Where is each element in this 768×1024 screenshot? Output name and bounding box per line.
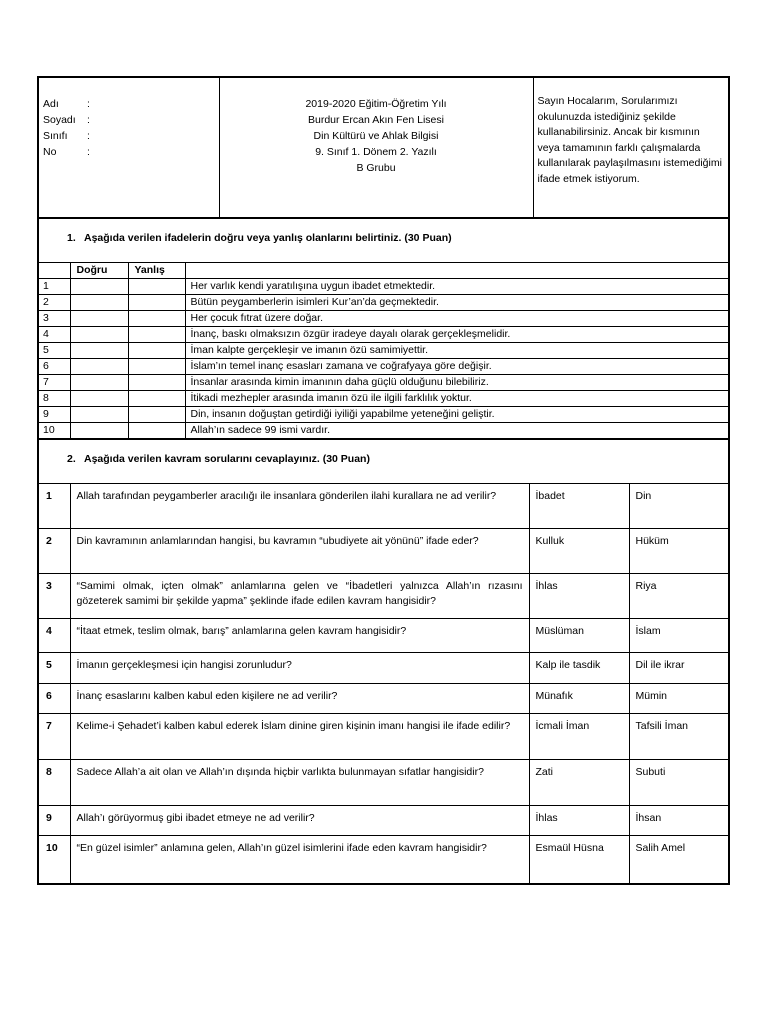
option-b[interactable]: Tafsili İman (629, 714, 728, 760)
tf-header-false: Yanlış (128, 263, 185, 279)
question-text: İnanç esaslarını kalben kabul eden kişilere ne ad verilir? (70, 684, 529, 714)
class-field[interactable] (43, 128, 215, 144)
false-answer-cell[interactable] (128, 327, 185, 343)
number-field[interactable] (43, 144, 215, 160)
exam-term: 9. Sınıf 1. Dönem 2. Yazılı (315, 146, 437, 158)
statement: İtikadi mezhepler arasında imanın özü ile ilgili farklılık yoktur. (185, 391, 728, 407)
true-answer-cell[interactable] (70, 391, 128, 407)
option-a[interactable]: Zati (529, 760, 629, 806)
name-label: Adı (43, 98, 59, 110)
row-number: 5 (39, 343, 70, 359)
true-answer-cell[interactable] (70, 423, 128, 439)
tf-header-true: Doğru (70, 263, 128, 279)
option-a[interactable]: Kulluk (529, 529, 629, 574)
option-a[interactable]: İhlas (529, 806, 629, 836)
question-text: Kelime-i Şehadet’i kalben kabul ederek İslam dinine giren kişinin imanı hangisi ile ifade edilir? (70, 714, 529, 760)
option-a[interactable]: Münafık (529, 684, 629, 714)
option-a[interactable]: Esmaül Hüsna (529, 836, 629, 883)
option-b[interactable]: İslam (629, 619, 728, 653)
tf-header-statement (185, 263, 728, 279)
tf-header-row (39, 263, 728, 279)
table-row (39, 423, 728, 439)
question-number: 1 (39, 484, 70, 529)
question-text: “Samimi olmak, içten olmak” anlamlarına gelen ve “İbadetleri yalnızca Allah’ın rızasını gözeterek samimi bir şekilde yapma” şeklinde ifade edilen kavram hangisidir? (70, 574, 529, 619)
question-number: 2 (39, 529, 70, 574)
true-answer-cell[interactable] (70, 311, 128, 327)
question-number: 7 (39, 714, 70, 760)
exam-header (39, 78, 728, 218)
option-a[interactable]: Kalp ile tasdik (529, 653, 629, 684)
question-row (39, 574, 728, 619)
number-sep: : (87, 146, 90, 158)
table-row (39, 391, 728, 407)
table-row (39, 407, 728, 423)
question-number: 9 (39, 806, 70, 836)
statement: Din, insanın doğuştan getirdiği iyiliği yapabilme yeteneğini geliştir. (185, 407, 728, 423)
exam-title-cell (219, 78, 533, 218)
section2-title: Aşağıda verilen kavram sorularını cevaplayınız. (30 Puan) (84, 453, 370, 465)
true-false-table (39, 262, 728, 439)
true-answer-cell[interactable] (70, 327, 128, 343)
true-answer-cell[interactable] (70, 359, 128, 375)
question-number: 8 (39, 760, 70, 806)
row-number: 8 (39, 391, 70, 407)
row-number: 3 (39, 311, 70, 327)
question-row (39, 714, 728, 760)
school-name: Burdur Ercan Akın Fen Lisesi (308, 114, 444, 126)
question-text: Sadece Allah’a ait olan ve Allah’ın dışında hiçbir varlıkta bulunmayan sıfatlar hangisidir? (70, 760, 529, 806)
statement: Her varlık kendi yaratılışına uygun ibadet etmektedir. (185, 279, 728, 295)
table-row (39, 359, 728, 375)
surname-sep: : (87, 114, 90, 126)
question-text: “İtaat etmek, teslim olmak, barış” anlamlarına gelen kavram hangisidir? (70, 619, 529, 653)
question-number: 6 (39, 684, 70, 714)
question-text: Din kavramının anlamlarından hangisi, bu kavramın “ubudiyete ait yönünü” ifade eder? (70, 529, 529, 574)
option-b[interactable]: Riya (629, 574, 728, 619)
exam-group: B Grubu (356, 162, 396, 174)
false-answer-cell[interactable] (128, 343, 185, 359)
question-row (39, 653, 728, 684)
table-row (39, 311, 728, 327)
row-number: 7 (39, 375, 70, 391)
exam-sheet (37, 76, 730, 885)
false-answer-cell[interactable] (128, 279, 185, 295)
course-name: Din Kültürü ve Ahlak Bilgisi (313, 130, 439, 142)
question-text: İmanın gerçekleşmesi için hangisi zorunludur? (70, 653, 529, 684)
section2-number: 2. (67, 453, 76, 465)
true-answer-cell[interactable] (70, 279, 128, 295)
option-b[interactable]: Dil ile ikrar (629, 653, 728, 684)
question-number: 10 (39, 836, 70, 883)
option-b[interactable]: Subuti (629, 760, 728, 806)
teacher-note: Sayın Hocalarım, Sorularımızı okulunuzda istediğiniz şekilde kullanabilirsiniz. Ancak bir kısmının veya tamamının farklı çalışmalarda kullanılarak paylaşılmasını istemediğimi ifade etmek istiyorum. (533, 78, 728, 218)
tf-header-number (39, 263, 70, 279)
row-number: 2 (39, 295, 70, 311)
false-answer-cell[interactable] (128, 423, 185, 439)
option-a[interactable]: İbadet (529, 484, 629, 529)
true-answer-cell[interactable] (70, 295, 128, 311)
row-number: 9 (39, 407, 70, 423)
table-row (39, 375, 728, 391)
question-row (39, 760, 728, 806)
option-b[interactable]: Salih Amel (629, 836, 728, 883)
question-number: 5 (39, 653, 70, 684)
false-answer-cell[interactable] (128, 311, 185, 327)
section1-number: 1. (67, 232, 76, 244)
question-row (39, 806, 728, 836)
question-text: Allah tarafından peygamberler aracılığı ile insanlara gönderilen ilahi kurallara ne ad verilir? (70, 484, 529, 529)
number-label: No (43, 146, 57, 158)
table-row (39, 343, 728, 359)
question-text: Allah’ı görüyormuş gibi ibadet etmeye ne ad verilir? (70, 806, 529, 836)
surname-label: Soyadı (43, 114, 76, 126)
option-b[interactable]: İhsan (629, 806, 728, 836)
option-b[interactable]: Mümin (629, 684, 728, 714)
row-number: 4 (39, 327, 70, 343)
section2-heading (39, 439, 728, 483)
statement: Her çocuk fıtrat üzere doğar. (185, 311, 728, 327)
statement: İslam’ın temel inanç esasları zamana ve coğrafyaya göre değişir. (185, 359, 728, 375)
true-answer-cell[interactable] (70, 375, 128, 391)
table-row (39, 279, 728, 295)
student-info-cell (39, 78, 219, 218)
surname-field[interactable] (43, 112, 215, 128)
false-answer-cell[interactable] (128, 391, 185, 407)
row-number: 10 (39, 423, 70, 439)
class-label: Sınıfı (43, 130, 68, 142)
option-a[interactable]: Müslüman (529, 619, 629, 653)
class-sep: : (87, 130, 90, 142)
false-answer-cell[interactable] (128, 407, 185, 423)
question-row (39, 484, 728, 529)
row-number: 1 (39, 279, 70, 295)
option-b[interactable]: Din (629, 484, 728, 529)
true-answer-cell[interactable] (70, 343, 128, 359)
true-answer-cell[interactable] (70, 407, 128, 423)
false-answer-cell[interactable] (128, 359, 185, 375)
statement: İnsanlar arasında kimin imanının daha güçlü olduğunu bilebiliriz. (185, 375, 728, 391)
name-field[interactable] (43, 96, 215, 112)
statement: İnanç, baskı olmaksızın özgür iradeye dayalı olarak gerçekleşmelidir. (185, 327, 728, 343)
option-a[interactable]: İhlas (529, 574, 629, 619)
section1-heading (39, 218, 728, 262)
question-row (39, 529, 728, 574)
question-row (39, 684, 728, 714)
row-number: 6 (39, 359, 70, 375)
concept-questions-table (39, 483, 728, 883)
question-row (39, 836, 728, 883)
statement: Bütün peygamberlerin isimleri Kur’an’da geçmektedir. (185, 295, 728, 311)
statement: İman kalpte gerçekleşir ve imanın özü samimiyettir. (185, 343, 728, 359)
statement: Allah’ın sadece 99 ismi vardır. (185, 423, 728, 439)
option-a[interactable]: İcmali İman (529, 714, 629, 760)
question-text: “En güzel isimler” anlamına gelen, Allah’ın güzel isimlerini ifade eden kavram hangisidir? (70, 836, 529, 883)
name-sep: : (87, 98, 90, 110)
question-number: 4 (39, 619, 70, 653)
false-answer-cell[interactable] (128, 295, 185, 311)
false-answer-cell[interactable] (128, 375, 185, 391)
academic-year: 2019-2020 Eğitim-Öğretim Yılı (305, 98, 447, 110)
section1-title: Aşağıda verilen ifadelerin doğru veya yanlış olanlarını belirtiniz. (30 Puan) (84, 232, 452, 244)
option-b[interactable]: Hüküm (629, 529, 728, 574)
table-row (39, 295, 728, 311)
table-row (39, 327, 728, 343)
question-number: 3 (39, 574, 70, 619)
question-row (39, 619, 728, 653)
